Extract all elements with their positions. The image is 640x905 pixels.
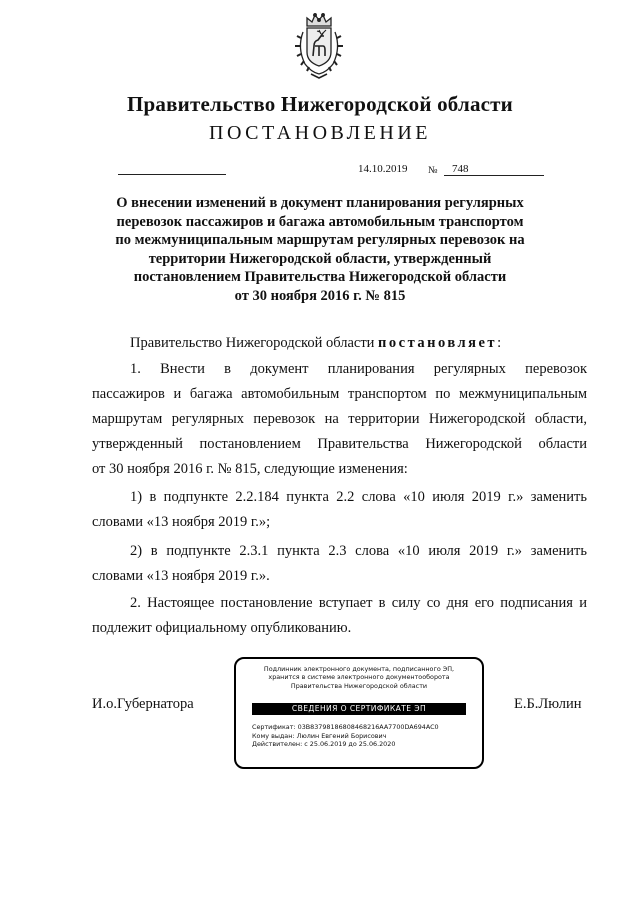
- subject-line: постановлением Правительства Нижегородской области: [133, 269, 507, 285]
- signer-name: Е.Б.Люлин: [514, 696, 582, 712]
- item-1-line: 1. Внести в документ планирования регулярных перевозок: [130, 361, 587, 377]
- intro-keyword: постановляет: [378, 335, 498, 351]
- certificate-detail-line: Сертификат: 03B83798186808468216AA7700DA694AC0: [252, 723, 439, 731]
- item-2-line: подлежит официальному опубликованию.: [92, 620, 352, 636]
- document-number: 748: [444, 163, 544, 176]
- intro-prefix: Правительство Нижегородской области: [130, 335, 379, 351]
- item-1-line: утвержденный постановлением Правительства Нижегородской области: [92, 436, 587, 452]
- item-1-line: пассажиров и багажа автомобильным транспортом по межмуниципальным: [92, 386, 587, 402]
- certificate-detail-line: Кому выдан: Люлин Евгений Борисович: [252, 731, 387, 740]
- sub-item-2-line: 2) в подпункте 2.3.1 пункта 2.3 слова «10 июля 2019 г.» заменить: [130, 543, 587, 559]
- subject-line: перевозок пассажиров и багажа автомобильным транспортом: [116, 213, 524, 230]
- certificate-detail-line: Действителен: с 25.06.2019 до 25.06.2020: [252, 740, 396, 749]
- subject-line: по межмуниципальным маршрутам регулярных перевозок на: [115, 232, 525, 248]
- intro-suffix: :: [497, 335, 502, 351]
- certificate-details: [252, 723, 439, 749]
- item-1-paragraph: [92, 357, 587, 482]
- sub-item-1-line: 1) в подпункте 2.2.184 пункта 2.2 слова «10 июля 2019 г.» заменить: [130, 489, 587, 505]
- stamp-note-line: Подлинник электронного документа, подписанного ЭП,: [263, 665, 455, 673]
- resolution-intro: [92, 331, 587, 356]
- item-1-line: маршрутам регулярных перевозок на территории Нижегородской области,: [92, 411, 587, 427]
- signer-position: И.о.Губернатора: [92, 696, 194, 712]
- sub-item-1-line: словами «13 ноября 2019 г.»;: [92, 514, 271, 530]
- item-1-line: от 30 ноября 2016 г. № 815, следующие изменения:: [92, 461, 408, 477]
- document-date: 14.10.2019: [358, 163, 408, 175]
- sub-item-1-paragraph: [92, 485, 587, 535]
- certificate-banner: СВЕДЕНИЯ О СЕРТИФИКАТЕ ЭП: [252, 703, 466, 715]
- sub-item-2-paragraph: [92, 539, 587, 589]
- stamp-note-line: Правительства Нижегородской области: [290, 681, 428, 690]
- electronic-signature-stamp: [234, 657, 484, 769]
- number-sign: №: [428, 165, 438, 176]
- signature-date-blank-line: [118, 174, 226, 175]
- subject-line: О внесении изменений в документ планирования регулярных: [116, 195, 524, 211]
- coat-of-arms-emblem: [293, 12, 345, 80]
- item-2-line: 2. Настоящее постановление вступает в силу со дня его подписания и: [130, 595, 587, 611]
- subject-line: от 30 ноября 2016 г. № 815: [234, 287, 406, 304]
- stamp-note: [236, 665, 482, 690]
- stamp-note-line: хранится в системе электронного документооборота: [268, 673, 450, 682]
- document-subject: [100, 194, 540, 305]
- document-type: ПОСТАНОВЛЕНИЕ: [209, 122, 431, 144]
- subject-line: территории Нижегородской области, утвержденный: [148, 250, 492, 267]
- sub-item-2-line: словами «13 ноября 2019 г.».: [92, 568, 270, 584]
- government-title: Правительство Нижегородской области: [127, 92, 513, 116]
- item-2-paragraph: [92, 591, 587, 641]
